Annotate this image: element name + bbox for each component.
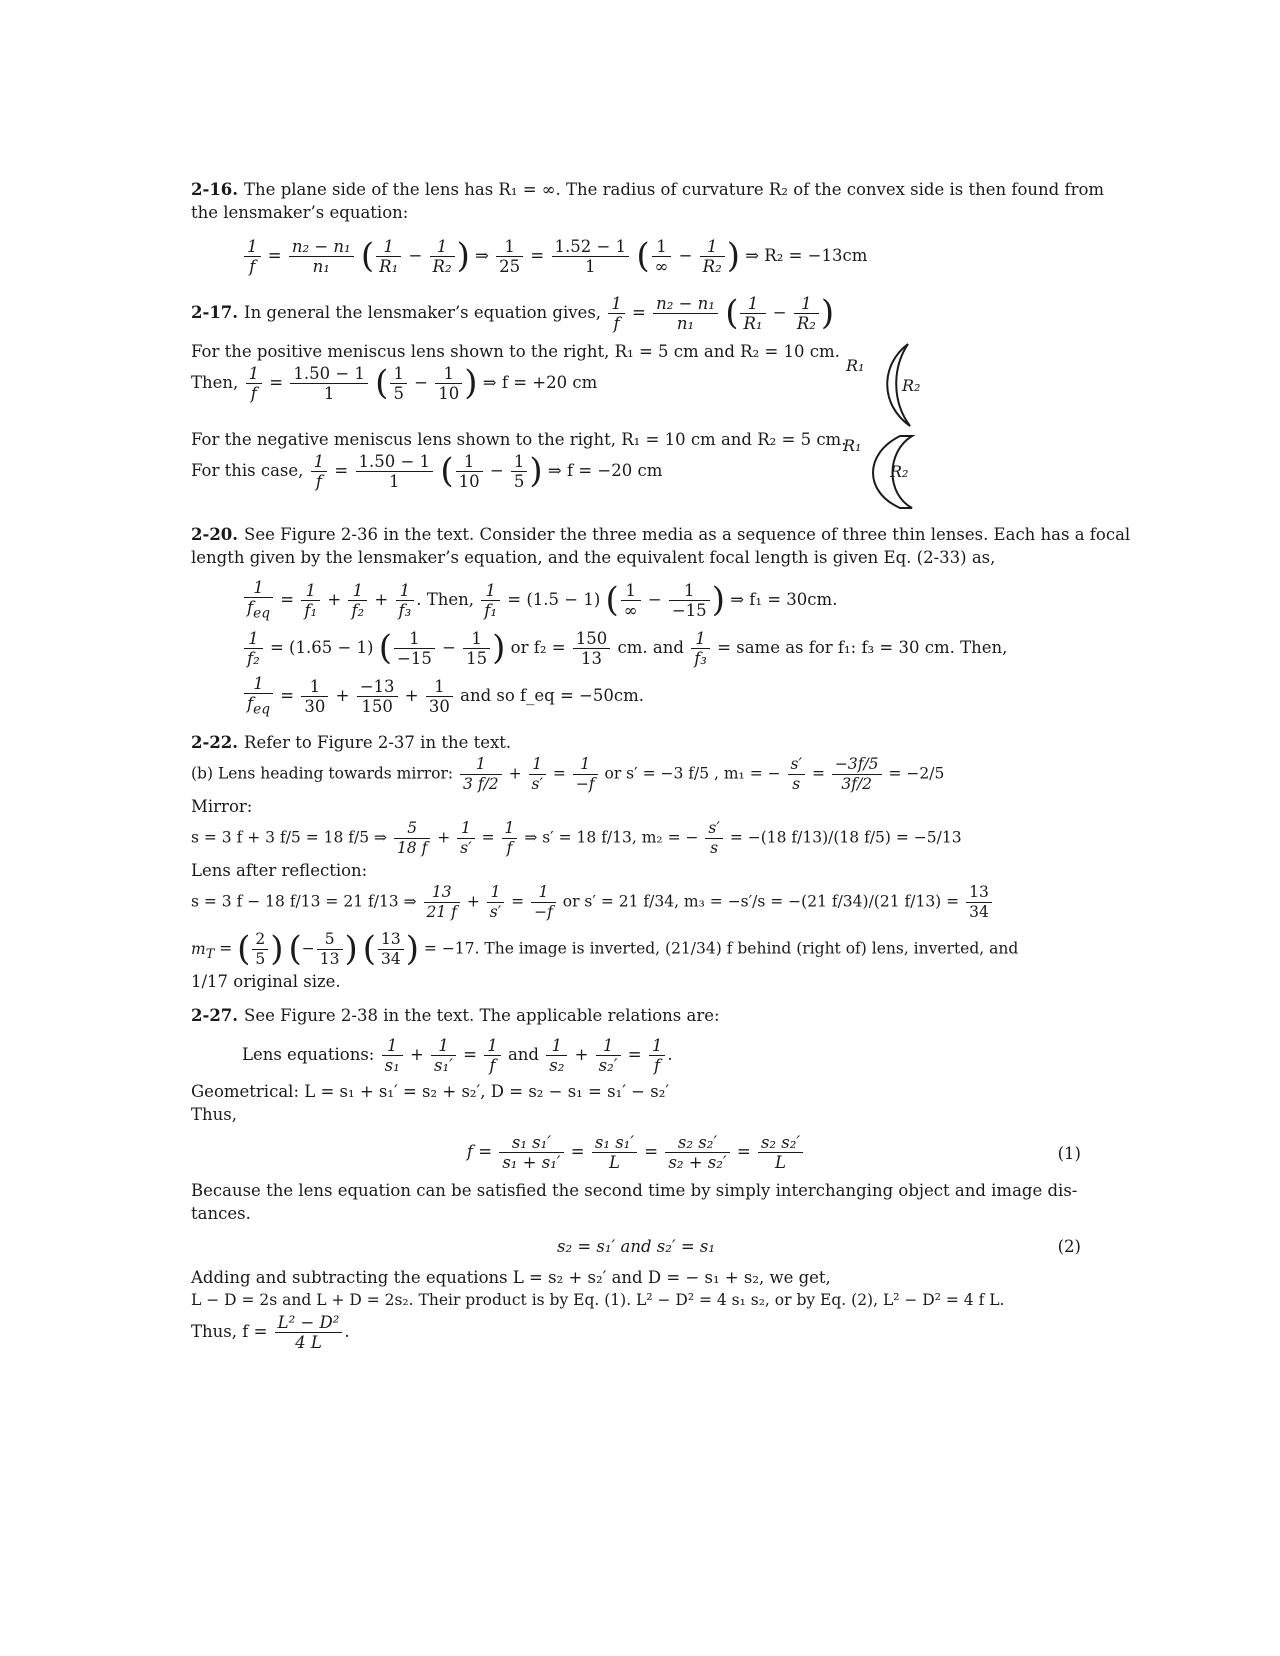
problem-text: The plane side of the lens has R₁ = ∞. The radius of curvature R₂ of the convex side is then found from xyxy=(244,180,1105,199)
problem-text: the lensmaker’s equation: xyxy=(191,203,409,222)
problem-text: tances. xyxy=(191,1204,251,1223)
problem-2-17: 2-17. In general the lensmaker’s equation gives, $\frac{1}{f}$ = $\frac{\text{n₂ − n₁}}{\text{n₁}}$ ( $\frac{1}{\text{R₁}}$ − $\frac{1}{\text{R₂}}$ ) For the positive meniscus lens shown to the right, R₁ = 5 cm and R₂ = 10 cm. Then, $\frac{1}{f}$ = $\frac{1.50 - 1}{1}$ ( $\frac{1}{5}$ − $\frac{1}{10}$ ) ⇒ f = +20 cm For the negative meniscus lens shown to the right, R₁ = 10 cm and R₂ = 5 cm. For this case, $\frac{1}{f}$ = $\frac{1.50 - 1}{1}$ ( $\frac{1}{10}$ − $\frac{1}{5}$ ) ⇒ f = −20 cm xyxy=(191,292,1081,493)
equation-result: ⇒ f = +20 cm xyxy=(482,373,598,392)
equation: $\frac{1}{\text{f₂}}$ = (1.65 − 1) ( $\frac{1}{-15}$ − $\frac{1}{15}$ ) or f₂ = $\frac{150}{13}$ cm. and $\frac{1}{\text{f₃}}$ = same as for f₁: f₃ = 30 cm. Then, xyxy=(242,629,1081,668)
label-r2: R₂ xyxy=(890,462,909,481)
label-r1: R₁ xyxy=(846,356,865,375)
problem-number: 2-17. xyxy=(191,303,239,322)
problem-text: Because the lens equation can be satisfied the second time by simply interchanging object and image dis- xyxy=(191,1181,1078,1200)
equation: Then, $\frac{1}{f}$ = $\frac{1.50 - 1}{1}$ ( $\frac{1}{5}$ − $\frac{1}{10}$ ) ⇒ f = +20 cm xyxy=(191,363,598,403)
then-label: Then, xyxy=(426,590,475,610)
problem-text: For the negative meniscus lens shown to the right, R₁ = 10 cm and R₂ = 5 cm. xyxy=(191,430,847,449)
equation-text: = −17. The image is inverted, (21/34) f behind (right of) lens, inverted, and xyxy=(423,939,1019,958)
section-label: Lens after reflection: xyxy=(191,861,368,880)
equation-text: s₂ = s₁′ and s₂′ = s₁ xyxy=(557,1237,715,1256)
equation: For this case, $\frac{1}{f}$ = $\frac{1.50 - 1}{1}$ ( $\frac{1}{10}$ − $\frac{1}{5}$ ) ⇒ f = −20 cm xyxy=(191,451,663,491)
equation-number: (2) xyxy=(1057,1237,1081,1256)
problem-2-20 xyxy=(191,522,1131,726)
equation-number: (1) xyxy=(1057,1144,1081,1163)
problem-2-22 xyxy=(191,730,1081,994)
problem-text: See Figure 2-36 in the text. Consider the three media as a sequence of three thin lenses. Each has a focal xyxy=(244,525,1131,544)
then-label: Then, xyxy=(191,373,239,392)
equation-text: s = 3 f + 3 f/5 = 18 f/5 ⇒ xyxy=(191,828,387,847)
problem-number: 2-20. xyxy=(191,525,239,544)
equation: s = 3 f − 18 f/13 = 21 f/13 ⇒ $\frac{13}{21 f}$ + $\frac{1}{s'}$ = $\frac{1}{-f}$ or s′ = 21 f/34, m₃ = −s′/s = −(21 f/34)/(21 f/13) = $\frac{13}{34}$ xyxy=(191,883,1081,922)
problem-text: length given by the lensmaker’s equation, and the equivalent focal length is given Eq. (2-33) as, xyxy=(191,548,996,567)
equation-text: s = 3 f − 18 f/13 = 21 f/13 ⇒ xyxy=(191,892,417,911)
section-label: Mirror: xyxy=(191,797,253,816)
equation: $\frac{1}{f_{eq}}$ = $\frac{1}{30}$ + $\frac{-13}{150}$ + $\frac{1}{30}$ and so f_eq = −50cm. xyxy=(242,674,1081,719)
label-r2: R₂ xyxy=(902,376,921,395)
problem-text: 1/17 original size. xyxy=(191,972,341,991)
equation: (b) Lens heading towards mirror: $\frac{1}{3 f/2}$ + $\frac{1}{s'}$ = $\frac{1}{-f}$ or s′ = −3 f/5 , m₁ = − $\frac{s'}{s}$ = $\frac{-3f/5}{3f/2}$ = −2/5 xyxy=(191,755,945,793)
problem-text: In general the lensmaker’s equation gives, xyxy=(244,303,602,322)
equation-result: = −(18 f/13)/(18 f/5) = −5/13 xyxy=(729,828,962,847)
equation-text: = same as for f₁: f₃ = 30 cm. Then, xyxy=(717,638,1008,658)
label-r1: R₁ xyxy=(843,436,862,455)
problem-number: 2-16. xyxy=(191,180,239,199)
case-label: For this case, xyxy=(191,461,304,480)
problem-text: L − D = 2s and L + D = 2s₂. Their product is by Eq. (1). L² − D² = 4 s₁ s₂, or by Eq. (2), L² − D² = 4 f L. xyxy=(191,1291,1005,1309)
problem-text: Refer to Figure 2-37 in the text. xyxy=(244,733,512,752)
equation-text: ⇒ s′ = 18 f/13, m₂ = − xyxy=(524,828,699,847)
problem-text: See Figure 2-38 in the text. The applicable relations are: xyxy=(244,1006,720,1025)
problem-2-16 xyxy=(191,177,1105,282)
problem-number: 2-22. xyxy=(191,733,239,752)
equation-text: Lens equations: xyxy=(242,1045,375,1064)
part-label: (b) Lens heading towards mirror: xyxy=(191,764,454,783)
problem-text: Adding and subtracting the equations L = s₂ + s₂′ and D = − s₁ + s₂, we get, xyxy=(191,1268,831,1287)
equation: Thus, f = $\frac{\text{L² − D²}}{4 L}$ . xyxy=(191,1313,350,1352)
equation-text: cm. and xyxy=(617,638,684,658)
problem-text: Geometrical: L = s₁ + s₁′ = s₂ + s₂′, D = s₂ − s₁ = s₁′ − s₂′ xyxy=(191,1082,670,1101)
equation-text: or f₂ = xyxy=(510,638,566,658)
equation: $\frac{1}{f}$ = $\frac{\text{n₂ − n₁}}{\text{n₁}}$ ( $\frac{1}{\text{R₁}}$ − $\frac{1}{\text{R₂}}$ ) ⇒ $\frac{1}{25}$ = $\frac{1.52 - 1}{1}$ ( $\frac{1}{\infty}$ − $\frac{1}{\text{R₂}}$ ) ⇒ R₂ = −13cm xyxy=(242,237,1081,276)
equation-result: = −2/5 xyxy=(888,764,945,783)
equation-text: or s′ = 21 f/34, m₃ = −s′/s = −(21 f/34)/(21 f/13) = xyxy=(562,892,960,911)
equation: Lens equations: $\frac{1}{\text{s₁}}$ + $\frac{1}{\text{s₁′}}$ = $\frac{1}{f}$ and $\frac{1}{\text{s₂}}$ + $\frac{1}{\text{s₂′}}$ = $\frac{1}{f}$ . xyxy=(242,1036,673,1075)
equation-result: ⇒ R₂ = −13cm xyxy=(745,246,868,265)
equation-result: ⇒ f = −20 cm xyxy=(547,461,663,480)
equation-result: and so f_eq = −50cm. xyxy=(460,686,644,706)
equation-1: f = $\frac{\text{s₁ s₁′}}{\text{s₁ + s₁′}}$ = $\frac{\text{s₁ s₁′}}{L}$ = $\frac{\text{s₂ s₂′}}{\text{s₂ + s₂′}}$ = $\frac{\text{s₂ s₂′}}{L}$ (1) xyxy=(466,1133,1081,1172)
equation: $m_T$ = ( $\frac{2}{5}$ ) (− $\frac{5}{13}$ ) ( $\frac{13}{34}$ ) = −17. The image is inverted, (21/34) f behind (right of) lens, inverted, and xyxy=(191,929,1019,969)
equation-result: ⇒ f₁ = 30cm. xyxy=(730,590,838,610)
equation-2 xyxy=(191,1236,1081,1257)
problem-text: Thus, xyxy=(191,1105,237,1124)
equation-text: Thus, f = xyxy=(191,1322,268,1341)
equation: s = 3 f + 3 f/5 = 18 f/5 ⇒ $\frac{5}{18 f}$ + $\frac{1}{s'}$ = $\frac{1}{f}$ ⇒ s′ = 18 f/13, m₂ = − $\frac{s'}{s}$ = −(18 f/13)/(18 f/5) = −5/13 xyxy=(191,819,962,857)
problem-2-27 xyxy=(191,1003,1081,1354)
equation-text: or s′ = −3 f/5 , m₁ = − xyxy=(604,764,781,783)
equation: $\frac{1}{f_{eq}}$ = $\frac{1}{\text{f₁}}$ + $\frac{1}{\text{f₂}}$ + $\frac{1}{\text{f₃}}$ . Then, $\frac{1}{\text{f₁}}$ = (1.5 − 1) ( $\frac{1}{\infty}$ − $\frac{1}{-15}$ ) ⇒ f₁ = 30cm. xyxy=(242,578,1081,623)
problem-number: 2-27. xyxy=(191,1006,239,1025)
equation-text: and xyxy=(507,1045,539,1064)
problem-text: For the positive meniscus lens shown to the right, R₁ = 5 cm and R₂ = 10 cm. xyxy=(191,342,840,361)
